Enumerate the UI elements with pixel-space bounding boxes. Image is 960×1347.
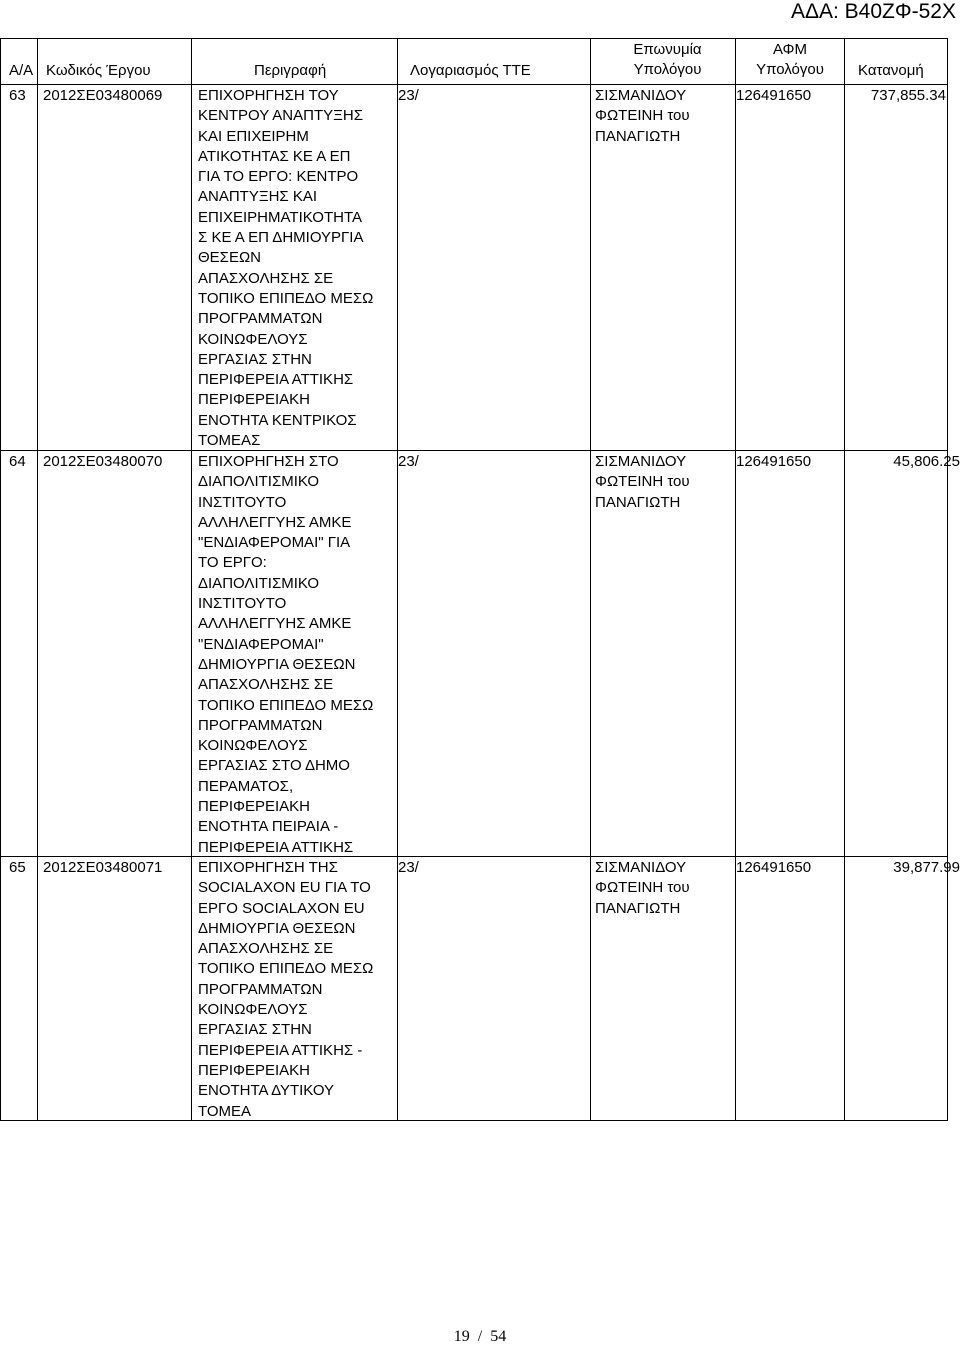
page-separator: / (477, 1328, 483, 1345)
row-afm: 126491650 (736, 859, 812, 876)
header-code: Κωδικός Έργου (46, 62, 151, 79)
page-current: 19 (453, 1328, 470, 1345)
row-description: ΕΠΙΧΟΡΗΓΗΣΗ ΤΟΥ ΚΕΝΤΡΟΥ ΑΝΑΠΤΥΞΗΣ ΚΑΙ ΕΠΙΧΕΙΡΗΜ ΑΤΙΚΟΤΗΤΑΣ ΚΕ Α ΕΠ ΓΙΑ ΤΟ ΕΡΓΟ: ΚΕΝΤΡΟ ΑΝΑΠΤΥΞΗΣ ΚΑΙ ΕΠΙΧΕΙΡΗΜΑΤΙΚΟΤΗΤΑ Σ ΚΕ Α ΕΠ ΔΗΜΙΟΥΡΓΙΑ ΘΕΣΕΩΝ ΑΠΑΣΧΟΛΗΣΗΣ ΣΕ ΤΟΠΙΚΟ ΕΠΙΠΕΔΟ ΜΕΣΩ ΠΡΟΓΡΑΜΜΑΤΩΝ ΚΟΙΝΩΦΕΛΟΥΣ ΕΡΓΑΣΙΑΣ ΣΤΗΝ ΠΕΡΙΦΕΡΕΙΑ ΑΤΤΙΚΗΣ ΠΕΡΙΦΕΡΕΙΑΚΗ ΕΝΟΤΗΤΑ ΚΕΝΤΡΙΚΟΣ ΤΟΜΕΑΣ (198, 87, 374, 450)
row-name: ΣΙΣΜΑΝΙΔΟΥ ΦΩΤΕΙΝΗ του ΠΑΝΑΓΙΩΤΗ (595, 87, 690, 145)
row-aa: 63 (9, 87, 26, 104)
header-account: Λογαριασμός ΤΤΕ (410, 62, 531, 79)
header-name (600, 40, 735, 80)
page-total: 54 (490, 1328, 507, 1345)
header-afm (736, 40, 844, 80)
header-name-line1: Επωνυμία (633, 41, 702, 58)
row-afm: 126491650 (736, 87, 812, 104)
row-allocation: 45,806.25 (893, 453, 960, 470)
row-name: ΣΙΣΜΑΝΙΔΟΥ ΦΩΤΕΙΝΗ του ΠΑΝΑΓΙΩΤΗ (595, 859, 690, 917)
row-aa: 65 (9, 859, 26, 876)
ada-code: ΑΔΑ: Β40ΖΦ-52Χ (790, 0, 956, 23)
row-allocation: 39,877.99 (893, 859, 960, 876)
row-allocation: 737,855.34 (870, 87, 946, 104)
row-afm: 126491650 (736, 453, 812, 470)
row-name: ΣΙΣΜΑΝΙΔΟΥ ΦΩΤΕΙΝΗ του ΠΑΝΑΓΙΩΤΗ (595, 453, 690, 511)
row-description: ΕΠΙΧΟΡΗΓΗΣΗ ΤΗΣ SOCIALAXON EU ΓΙΑ ΤΟ ΕΡΓΟ SOCIALAXON EU ΔΗΜΙΟΥΡΓΙΑ ΘΕΣΕΩΝ ΑΠΑΣΧΟΛΗΣΗΣ ΣΕ ΤΟΠΙΚΟ ΕΠΙΠΕΔΟ ΜΕΣΩ ΠΡΟΓΡΑΜΜΑΤΩΝ ΚΟΙΝΩΦΕΛΟΥΣ ΕΡΓΑΣΙΑΣ ΣΤΗΝ ΠΕΡΙΦΕΡΕΙΑ ΑΤΤΙΚΗΣ - ΠΕΡΙΦΕΡΕΙΑΚΗ ΕΝΟΤΗΤΑ ΔΥΤΙΚΟΥ ΤΟΜΕΑ (198, 859, 374, 1120)
row-description: ΕΠΙΧΟΡΗΓΗΣΗ ΣΤΟ ΔΙΑΠΟΛΙΤΙΣΜΙΚΟ ΙΝΣΤΙΤΟΥΤΟ ΑΛΛΗΛΕΓΓΥΗΣ ΑΜΚΕ "ΕΝΔΙΑΦΕΡΟΜΑΙ" ΓΙΑ ΤΟ ΕΡΓΟ: ΔΙΑΠΟΛΙΤΙΣΜΙΚΟ ΙΝΣΤΙΤΟΥΤΟ ΑΛΛΗΛΕΓΓΥΗΣ ΑΜΚΕ "ΕΝΔΙΑΦΕΡΟΜΑΙ" ΔΗΜΙΟΥΡΓΙΑ ΘΕΣΕΩΝ ΑΠΑΣΧΟΛΗΣΗΣ ΣΕ ΤΟΠΙΚΟ ΕΠΙΠΕΔΟ ΜΕΣΩ ΠΡΟΓΡΑΜΜΑΤΩΝ ΚΟΙΝΩΦΕΛΟΥΣ ΕΡΓΑΣΙΑΣ ΣΤΟ ΔΗΜΟ ΠΕΡΑΜΑΤΟΣ, ΠΕΡΙΦΕΡΕΙΑΚΗ ΕΝΟΤΗΤΑ ΠΕΙΡΑΙΑ - ΠΕΡΙΦΕΡΕΙΑ ΑΤΤΙΚΗΣ (198, 453, 374, 856)
header-name-line2: Υπολόγου (633, 61, 702, 78)
page-number (0, 1327, 960, 1347)
header-description: Περιγραφή (254, 62, 327, 79)
row-account: 23/ (398, 859, 419, 876)
row-account: 23/ (398, 453, 419, 470)
header-allocation: Κατανομή (858, 62, 924, 79)
row-account: 23/ (398, 87, 419, 104)
header-aa: Α/Α (9, 62, 34, 79)
header-afm-line2: Υπολόγου (756, 61, 824, 78)
row-aa: 64 (9, 453, 26, 470)
row-code: 2012ΣΕ03480070 (43, 453, 163, 470)
header-afm-line1: ΑΦΜ (772, 41, 808, 58)
row-code: 2012ΣΕ03480069 (43, 87, 163, 104)
row-code: 2012ΣΕ03480071 (43, 859, 163, 876)
